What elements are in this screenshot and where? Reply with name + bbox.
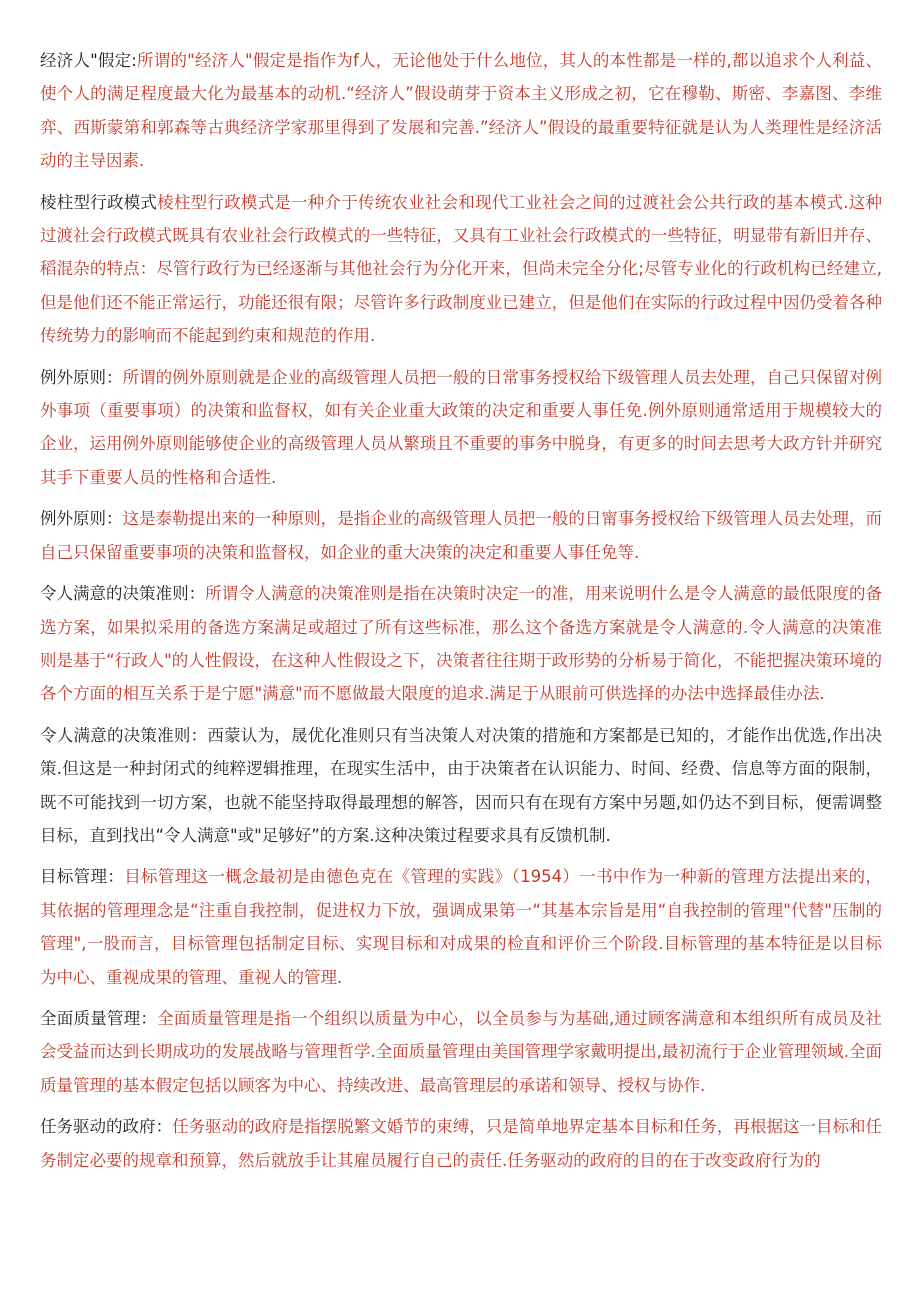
entry-term: 棱柱型行政模式 bbox=[40, 192, 158, 212]
entry-text: 任务驱动的政府是指摆脱繁文婚节的束缚，只是简单地界定基本目标和任务，再根据这一目标和任务制定必要的规章和预算，然后就放手让其雇员履行自己的责任.任务驱动的政府的目的在于改变政府行为的 bbox=[40, 1117, 883, 1170]
entry-term: 目标管理： bbox=[40, 867, 125, 887]
entry-economic-man bbox=[40, 44, 882, 178]
entry-tqm bbox=[40, 1002, 882, 1102]
entry-term: 经济人"假定: bbox=[40, 51, 137, 70]
entry-text: 全面质量管理是指一个组织以质量为中心，以全员参与为基础,通过顾客满意和本组织所有成员及社会受益而达到长期成功的发展战略与管理哲学.全面质量管理由美国管理学家戴明提出,最初流行于企业管理领域.全面质量管理的基本假定包括以顾客为中心、持续改进、最高管理层的承诺和领导、授权与协作. bbox=[40, 1008, 883, 1095]
entry-term: 令人满意的决策准则： bbox=[40, 584, 206, 604]
entry-satisficing-2 bbox=[40, 719, 882, 853]
entry-text: 所谓的例外原则就是企业的高级管理人员把一般的日常事务授权给下级管理人员去处理，自己只保留对例外事项（重要事项）的决策和监督权，如有关企业重大政策的决定和重要人事任免.例外原则通常适用于规模较大的企业，运用例外原则能够使企业的高级管理人员从繁琐且不重要的事务中脱身，有更多的时间去思考大政方针并研究其手下重要人员的性格和合适性. bbox=[40, 367, 883, 487]
entry-prismatic-model bbox=[40, 186, 882, 353]
entry-text: 西蒙认为，晟优化准则只有当决策人对决策的措施和方案都是已知的，才能作出优选,作出决策.但这是一种封闭式的纯粹逻辑推理，在现实生活中，由于决策者在认识能力、时间、经费、信息等方面的限制，既不可能找到一切方案，也就不能坚持取得最理想的解答，因而只有在现有方案中另题,如仍达不到目标，便需调整目标，直到找出“令人满意"或"足够好”的方案.这种决策过程要求具有反馈机制. bbox=[40, 725, 883, 845]
entry-term: 令人满意的决策准则： bbox=[40, 725, 208, 745]
entry-exception-principle-2 bbox=[40, 502, 882, 569]
entry-text: 所谓的"经济人"假定是指作为f人，无论他处于什么地位，其人的本性都是一样的,都以追求个人利益、使个人的满足程度最大化为最基本的动机.“经济人”假设萌芽于资本主义形成之初，它在穆勒、斯密、李嘉图、李维弈、西斯蒙第和郭森等古典经济学家那里得到了发展和完善.”经济人”假设的最重要特征就是认为人类理性是经济活动的主导因素. bbox=[40, 51, 883, 171]
entry-satisficing-1 bbox=[40, 577, 882, 711]
entry-exception-principle-1 bbox=[40, 361, 882, 495]
entry-term: 任务驱动的政府： bbox=[40, 1117, 173, 1137]
entry-text: 所谓令人满意的决策准则是指在决策时决定一的准，用来说明什么是令人满意的最低限度的备选方案，如果拟采用的备选方案满足或超过了所有这些标准，那么这个备选方案就是令人满意的.令人满意的决策准则是基于“行政人"的人性假设，在这种人性假设之下，决策者往往期于政形势的分析易于简化，不能把握决策环境的各个方面的相互关系于是宁愿"满意"而不愿做最大限度的追求.满足于从眼前可供选择的办法中选择最佳办法. bbox=[40, 584, 883, 704]
entry-text: 棱柱型行政模式是一种介于传统农业社会和现代工业社会之间的过渡社会公共行政的基本模式.这种过渡社会行政模式既具有农业社会行政模式的一些特征，又具有工业社会行政模式的一些特征，明显带有新旧并存、稻混杂的特点：尽管行政行为已经逐渐与其他社会行为分化开来，但尚未完全分化;尽管专业化的行政机构已经建立,但是他们还不能正常运行，功能还很有限；尽管许多行政制度业已建立，但是他们在实际的行政过程中因仍受着各种传统势力的影响而不能起到约束和规范的作用. bbox=[40, 192, 883, 346]
entry-mission-driven bbox=[40, 1110, 882, 1177]
entry-text: 目标管理这一概念最初是由德色克在《管理的实践》（1954）一书中作为一种新的管理方法提出来的，其依据的管理理念是“注重自我控制，促进权力下放，强调成果第一“其基本宗旨是用“自我控制的管理"代替"压制的管理",一股而言，目标管理包括制定目标、实现目标和对成果的检直和评价三个阶段.目标管理的基本特征是以目标为中心、重视成果的管理、重视人的管理. bbox=[40, 867, 883, 987]
entry-text: 这是泰勒提出来的一种原则，是指企业的高级管理人员把一般的日甯事务授权给下级管理人员去处理，而自己只保留重要事项的决策和监督权，如企业的重大决策的决定和重要人事任免等. bbox=[40, 509, 883, 562]
document-page bbox=[40, 44, 882, 1185]
entry-term: 例外原则： bbox=[40, 509, 123, 529]
entry-term: 例外原则： bbox=[40, 367, 123, 387]
entry-term: 全面质量管理： bbox=[40, 1008, 158, 1028]
entry-mbo bbox=[40, 860, 882, 994]
